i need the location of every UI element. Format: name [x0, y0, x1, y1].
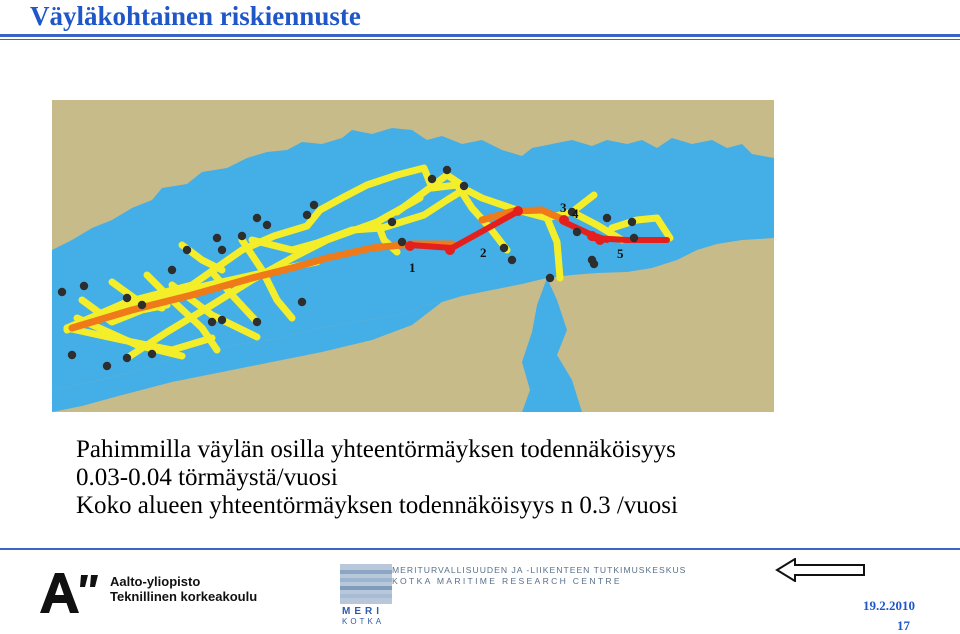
slide-date: 19.2.2010 [863, 598, 915, 613]
meri-emblem-sub: KOTKA [342, 617, 385, 626]
aalto-name: Aalto-yliopisto [110, 574, 201, 589]
slide-body [76, 436, 936, 520]
waypoint-marker [630, 234, 638, 242]
waypoint-marker [168, 266, 176, 274]
high-risk-marker [445, 245, 455, 255]
waypoint-marker [123, 294, 131, 302]
meri-title: MERITURVALLISUUDEN JA -LIIKENTEEN TUTKIMUSKESKUS [392, 565, 687, 575]
meri-emblem-text: MERI [342, 606, 383, 617]
waypoint-marker [253, 214, 261, 222]
waypoint-marker [148, 350, 156, 358]
back-arrow-icon[interactable] [775, 558, 865, 582]
waypoint-marker [208, 318, 216, 326]
waypoint-marker [138, 301, 146, 309]
waypoint-marker [213, 234, 221, 242]
segment-label: 5 [617, 246, 624, 261]
page-number: 17 [897, 618, 910, 633]
high-risk-marker [595, 235, 605, 245]
meri-subtitle: KOTKA MARITIME RESEARCH CENTRE [392, 576, 622, 586]
waypoint-marker [460, 182, 468, 190]
waypoint-marker [80, 282, 88, 290]
waypoint-marker [183, 246, 191, 254]
high-risk-marker [405, 241, 415, 251]
aalto-logo [40, 573, 280, 613]
aalto-subtitle: Teknillinen korkeakoulu [110, 589, 258, 604]
waypoint-marker [298, 298, 306, 306]
segment-label: 4 [572, 206, 579, 221]
waypoint-marker [123, 354, 131, 362]
waypoint-marker [58, 288, 66, 296]
body-line: Pahimmilla väylän osilla yhteentörmäyksen todennäköisyys [76, 436, 676, 463]
waypoint-marker [253, 318, 261, 326]
waypoint-marker [398, 238, 406, 246]
meri-emblem-icon [338, 562, 394, 626]
high-risk-marker [513, 206, 523, 216]
waypoint-marker [388, 218, 396, 226]
title-divider-thin [0, 39, 960, 40]
waypoint-marker [508, 256, 516, 264]
segment-label: 2 [480, 245, 487, 260]
waypoint-marker [603, 214, 611, 222]
waypoint-marker [263, 221, 271, 229]
waypoint-marker [238, 232, 246, 240]
body-line: Koko alueen yhteentörmäyksen todennäköisyys n 0.3 /vuosi [76, 492, 678, 519]
waypoint-marker [303, 211, 311, 219]
waypoint-marker [546, 274, 554, 282]
waypoint-marker [500, 244, 508, 252]
waypoint-marker [218, 246, 226, 254]
risk-map [52, 100, 774, 412]
title-divider [0, 34, 960, 37]
waypoint-marker [628, 218, 636, 226]
segment-label: 1 [409, 260, 416, 275]
meri-logo [338, 562, 687, 628]
aalto-a-icon [40, 573, 100, 613]
body-line: 0.03-0.04 törmäystä/vuosi [76, 464, 338, 491]
waypoint-marker [103, 362, 111, 370]
waypoint-marker [218, 316, 226, 324]
waypoint-marker [443, 166, 451, 174]
footer-divider [0, 548, 960, 550]
segment-label: 3 [560, 200, 567, 215]
waypoint-marker [428, 175, 436, 183]
slide-title: Väyläkohtainen riskiennuste [30, 1, 361, 31]
waypoint-marker [68, 351, 76, 359]
waypoint-marker [573, 228, 581, 236]
high-risk-marker [559, 215, 569, 225]
waypoint-marker [310, 201, 318, 209]
waypoint-marker [590, 260, 598, 268]
